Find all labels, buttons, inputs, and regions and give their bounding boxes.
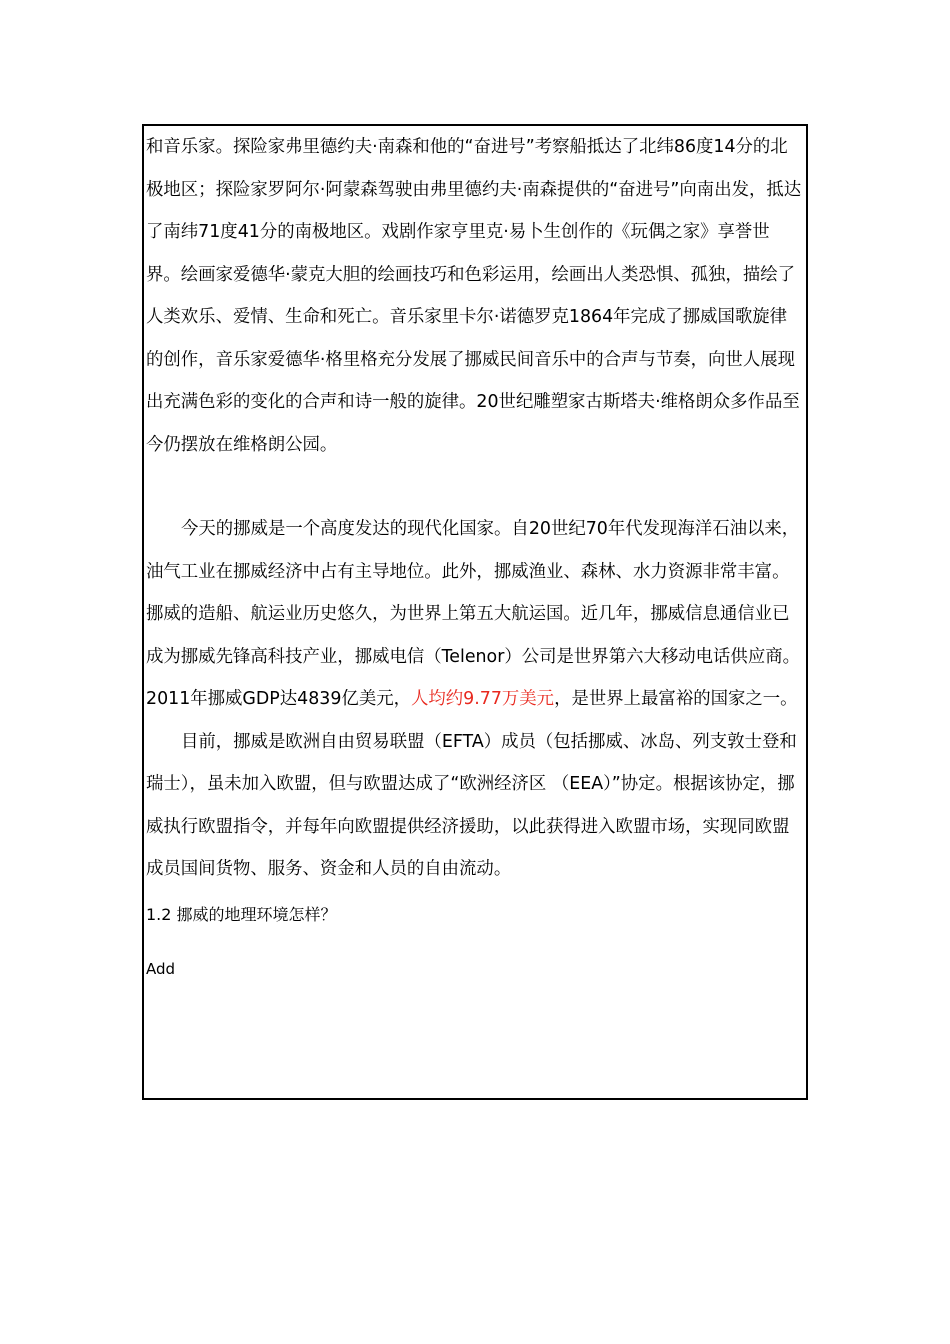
highlight-gdp-per-capita: 人均约9.77万美元 (411, 689, 555, 709)
economy-text: 今天的挪威是一个高度发达的现代化国家。自20世纪70年代发现海洋石油以来，油气工业在挪威经济中占有主导地位。此外，挪威渔业、森林、水力资源非常丰富。挪威的造船、航运业历史悠久，为世界上第五大航运国。近几年，挪威信息通信业已成为挪威先锋高科技产业，挪威电信（Telenor）公司是世界第六大移动电话供应商。2011年挪威GDP达4839亿美元， (146, 519, 800, 709)
paragraph-spacer (146, 466, 802, 508)
section-heading: 1.2 挪威的地理环境怎样？ (146, 904, 337, 924)
add-label: Add (146, 959, 176, 978)
paragraph-economy (146, 508, 802, 721)
document-frame (142, 124, 808, 1100)
economy-text-end: ，是世界上最富裕的国家之一。 (554, 689, 798, 709)
paragraph-culture: 和音乐家。探险家弗里德约夫·南森和他的“奋进号”考察船抵达了北纬86度14分的北极地区；探险家罗阿尔·阿蒙森驾驶由弗里德约夫·南森提供的“奋进号”向南出发，抵达了南纬71度41分的南极地区。戏剧作家亨里克·易卜生创作的《玩偶之家》享誉世界。绘画家爱德华·蒙克大胆的绘画技巧和色彩运用，绘画出人类恐惧、孤独，描绘了人类欢乐、爱情、生命和死亡。音乐家里卡尔·诺德罗克1864年完成了挪威国歌旋律的创作，音乐家爱德华·格里格充分发展了挪威民间音乐中的合声与节奏，向世人展现出充满色彩的变化的合声和诗一般的旋律。20世纪雕塑家古斯塔夫·维格朗众多作品至今仍摆放在维格朗公园。 (146, 137, 802, 455)
document-body (146, 126, 802, 981)
paragraph-eu-relations: 目前，挪威是欧洲自由贸易联盟（EFTA）成员（包括挪威、冰岛、列支敦士登和瑞士），虽未加入欧盟，但与欧盟达成了“欧洲经济区 （EEA）”协定。根据该协定，挪威执行欧盟指令，并每年向欧盟提供经济援助，以此获得进入欧盟市场，实现同欧盟成员国间货物、服务、资金和人员的自由流动。 (146, 731, 797, 879)
